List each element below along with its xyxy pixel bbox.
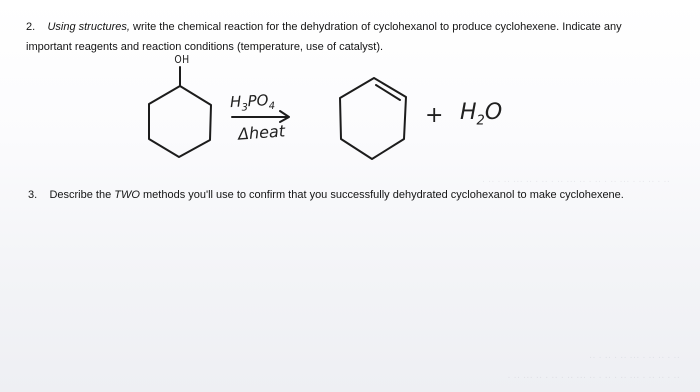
- heat-condition-label: Δheat: [237, 121, 286, 144]
- cyclohexene-ring: [340, 78, 406, 159]
- plus-sign: +: [425, 103, 444, 128]
- question-3-number: 3.: [28, 189, 38, 201]
- catalyst-label: $H_3PO_4$: [229, 91, 276, 114]
- water-product-label: $H_2O$: [460, 100, 503, 129]
- cyclohexanol-ring: [149, 86, 211, 157]
- question-2-text: write the chemical reaction for the dehydration of cyclohexanol to produce cyclohexene. Indicate any: [133, 21, 622, 33]
- hydroxyl-label: OH: [174, 53, 190, 66]
- question-3-text: methods you'll use to confirm that you successfully dehydrated cyclohexanol to make cyclohexene.: [143, 189, 624, 201]
- question-3-pre: Describe the: [49, 189, 112, 201]
- question-2-line-1: [26, 20, 622, 35]
- bleed-through-text: ·· · ·· ·· · ··· ·· · ·· · ·· ··· ·· · ·· · ·· ··· ·· · ·· ·: [481, 176, 670, 187]
- question-3-emphasis: TWO: [114, 189, 140, 201]
- bleed-through-text: ·· · ·· ·· · ··· ·· · ·· · ·· ··· ·· · ·· · ·· ··· ·· ·: [507, 372, 680, 383]
- question-2-line-2: important reagents and reaction conditions (temperature, use of catalyst).: [26, 41, 384, 53]
- bleed-through-text: ·· · ·· ·· · ··· ·· · ·· · ··: [588, 352, 680, 363]
- question-3: [28, 188, 624, 203]
- cyclohexene-double-bond: [376, 85, 400, 100]
- question-2-number: 2.: [26, 21, 36, 33]
- question-2-intro: Using structures,: [47, 21, 130, 33]
